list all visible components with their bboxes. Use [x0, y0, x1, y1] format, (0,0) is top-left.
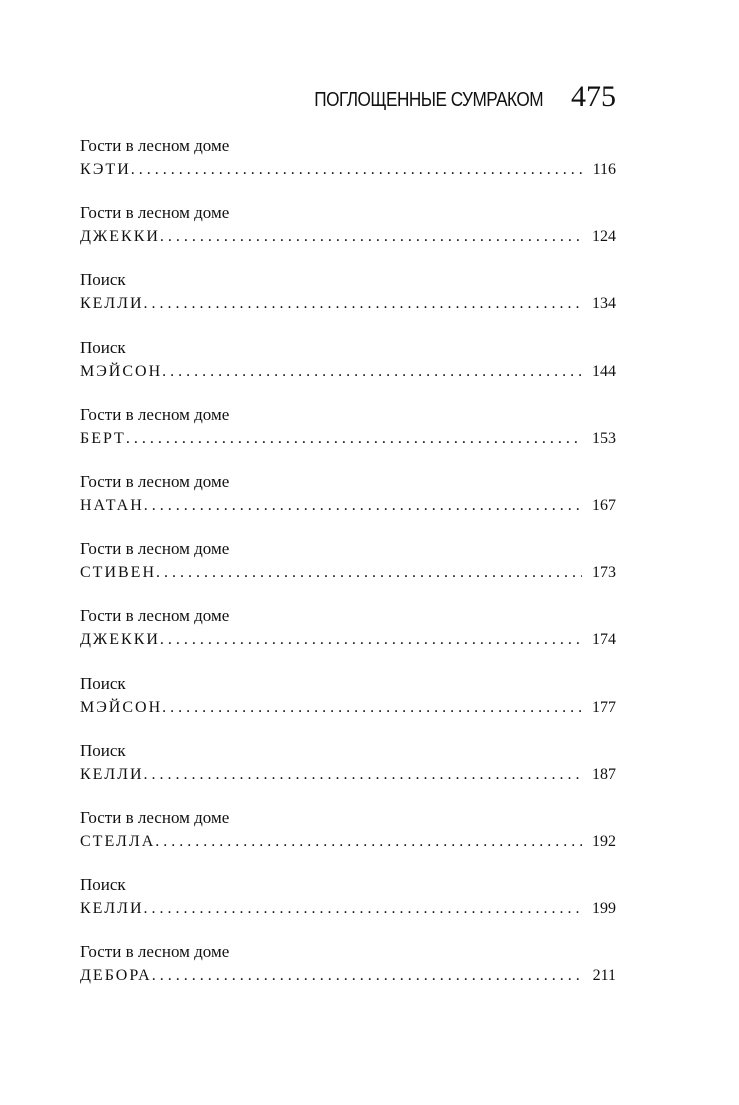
dot-leader	[162, 697, 582, 719]
toc-entry	[80, 471, 616, 538]
page-reference: 173	[592, 564, 616, 582]
chapter-title: ДЖЕККИ	[80, 228, 160, 246]
page-reference: 211	[592, 967, 616, 985]
chapter-line	[80, 293, 616, 315]
chapter-line	[80, 764, 616, 786]
section-title: Поиск	[80, 740, 126, 760]
section-title: Гости в лесном доме	[80, 539, 230, 559]
chapter-title: КЕЛЛИ	[80, 765, 144, 783]
section-title: Гости в лесном доме	[80, 136, 230, 155]
table-of-contents	[80, 135, 616, 1008]
dot-leader	[155, 831, 582, 853]
dot-leader	[144, 495, 582, 517]
chapter-title: МЭЙСОН	[80, 362, 163, 380]
chapter-title: БЕРТ	[80, 429, 126, 447]
dot-leader	[162, 361, 582, 383]
chapter-title: КЕЛЛИ	[80, 295, 144, 313]
dot-leader	[144, 764, 583, 786]
chapter-line	[80, 697, 616, 719]
chapter-line	[80, 159, 616, 181]
chapter-title: НАТАН	[80, 496, 144, 514]
page-reference: 124	[592, 228, 616, 246]
dot-leader	[126, 428, 582, 450]
section-title: Поиск	[80, 270, 126, 290]
page-reference: 167	[592, 496, 616, 514]
chapter-line	[80, 562, 616, 584]
chapter-line	[80, 831, 616, 853]
dot-leader	[156, 562, 582, 584]
chapter-line	[80, 898, 616, 920]
section-title: Гости в лесном доме	[80, 404, 230, 424]
page-reference: 116	[592, 161, 616, 178]
page-number: 475	[571, 80, 616, 113]
page-reference: 199	[592, 900, 616, 918]
page-reference: 144	[592, 362, 616, 380]
chapter-title: ДЖЕККИ	[80, 631, 160, 649]
toc-entry	[80, 941, 616, 1008]
chapter-line	[80, 428, 616, 450]
toc-entry	[80, 605, 616, 672]
section-title: Гости в лесном доме	[80, 471, 230, 491]
dot-leader	[160, 226, 582, 248]
page-reference: 174	[592, 631, 616, 649]
dot-leader	[144, 898, 583, 920]
dot-leader	[160, 629, 582, 651]
toc-entry	[80, 404, 616, 471]
page-reference: 153	[592, 429, 616, 447]
section-title: Поиск	[80, 673, 126, 693]
running-header	[277, 82, 616, 112]
toc-entry	[80, 538, 616, 605]
toc-entry	[80, 269, 616, 336]
section-title: Гости в лесном доме	[80, 807, 230, 827]
chapter-line	[80, 226, 616, 248]
toc-entry	[80, 337, 616, 404]
dot-leader	[152, 965, 582, 987]
chapter-line	[80, 495, 616, 517]
chapter-title: СТИВЕН	[80, 564, 156, 582]
chapter-title: ДЕБОРА	[80, 967, 152, 985]
chapter-line	[80, 361, 616, 383]
chapter-title: КЕЛЛИ	[80, 900, 144, 918]
section-title: Поиск	[80, 875, 126, 895]
chapter-title: КЭТИ	[80, 161, 131, 178]
chapter-line	[80, 965, 616, 987]
section-title: Гости в лесном доме	[80, 606, 230, 626]
toc-entry	[80, 807, 616, 874]
running-title: ПОГЛОЩЕННЫЕ СУМРАКОМ	[314, 89, 543, 111]
page-reference: 134	[592, 295, 616, 313]
toc-entry	[80, 874, 616, 941]
page-reference: 192	[592, 832, 616, 850]
chapter-title: СТЕЛЛА	[80, 832, 156, 850]
page-reference: 177	[592, 698, 616, 716]
section-title: Гости в лесном доме	[80, 203, 230, 223]
dot-leader	[144, 293, 583, 315]
chapter-line	[80, 629, 616, 651]
toc-entry	[80, 740, 616, 807]
toc-entry	[80, 673, 616, 740]
page-reference: 187	[592, 765, 616, 783]
toc-entry	[80, 202, 616, 269]
chapter-title: МЭЙСОН	[80, 698, 163, 716]
section-title: Поиск	[80, 337, 126, 357]
toc-entry	[80, 135, 616, 202]
section-title: Гости в лесном доме	[80, 942, 230, 962]
dot-leader	[131, 159, 582, 181]
